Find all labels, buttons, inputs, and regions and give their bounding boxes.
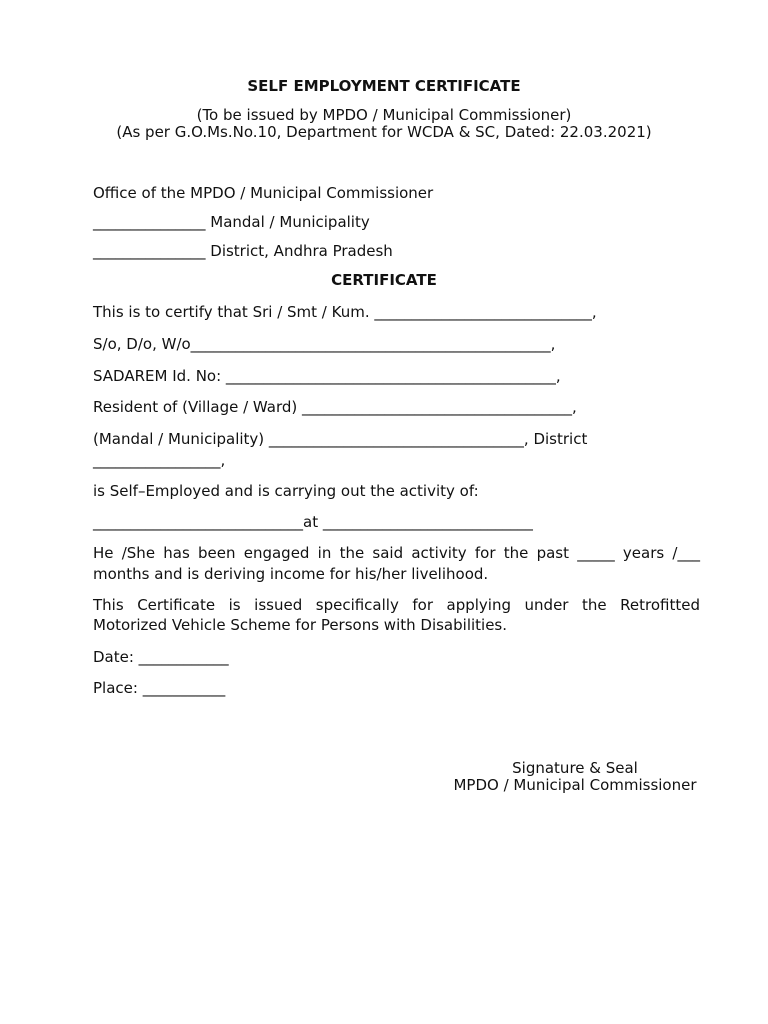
district-line: _______________ District, Andhra Pradesh: [93, 242, 393, 260]
office-line: Office of the MPDO / Municipal Commissioner: [93, 184, 434, 202]
sadarem-id-line: SADAREM Id. No: ____________________________________________,: [93, 367, 561, 385]
date-line: Date: ____________: [93, 648, 229, 666]
activity-line: ____________________________at ____________________________: [93, 513, 533, 531]
district-blank-line: _________________,: [93, 451, 226, 469]
signature-seal-label: Signature & Seal: [512, 759, 638, 777]
certify-name-line: This is to certify that Sri / Smt / Kum. _____________________________,: [93, 303, 597, 321]
issued-line-2: Motorized Vehicle Scheme for Persons with Disabilities.: [93, 616, 508, 634]
order-reference-subtitle: (As per G.O.Ms.No.10, Department for WCDA & SC, Dated: 22.03.2021): [116, 123, 652, 141]
issued-line-1: This Certificate is issued specifically for applying under the Retrofitted: [93, 596, 700, 614]
signatory-designation: MPDO / Municipal Commissioner: [453, 776, 697, 794]
document-title: SELF EMPLOYMENT CERTIFICATE: [247, 77, 521, 95]
relation-line: S/o, D/o, W/o________________________________________________,: [93, 335, 556, 353]
engaged-line-1: He /She has been engaged in the said activity for the past _____ years /___: [93, 544, 700, 562]
mandal-line: _______________ Mandal / Municipality: [93, 213, 370, 231]
resident-line: Resident of (Village / Ward) ____________________________________,: [93, 398, 577, 416]
place-line: Place: ___________: [93, 679, 226, 697]
engaged-line-2: months and is deriving income for his/her livelihood.: [93, 565, 489, 583]
mandal-district-line: (Mandal / Municipality) __________________________________, District: [93, 430, 588, 448]
issuer-subtitle: (To be issued by MPDO / Municipal Commissioner): [196, 106, 572, 124]
certificate-heading: CERTIFICATE: [331, 271, 437, 289]
self-employed-line: is Self–Employed and is carrying out the activity of:: [93, 482, 479, 500]
